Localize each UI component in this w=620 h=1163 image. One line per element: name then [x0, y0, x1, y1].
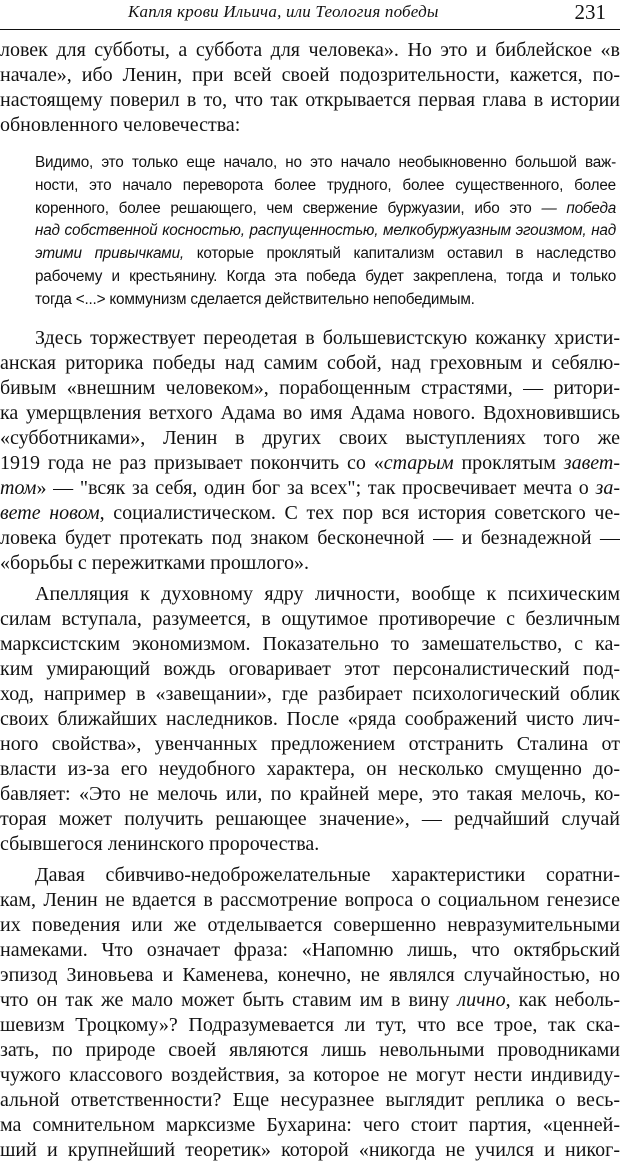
text-line: ловек для субботы, а суббота для человека». Но это и библейское «в [0, 39, 620, 61]
text-run: ности, это начало переворота более трудного, более существенного, более [35, 176, 616, 194]
text-run: проклятым [453, 451, 564, 474]
text-line [0, 938, 620, 963]
text-run: кам, Ленин не вдается в рассмотрение вопроса о социальном генезисе [0, 888, 620, 911]
text-line [0, 988, 620, 1013]
text-run: коренного, более решающего, чем свержение буржуазии, ибо это [35, 199, 542, 217]
text-run: , как неболь- [505, 988, 620, 1011]
italic-run: этими привычками, [35, 245, 184, 263]
text-line [0, 401, 620, 426]
text-run: рабочему и крестьянину. Когда эта победа будет закреплена, тогда и только [35, 267, 616, 285]
text-line [0, 1088, 620, 1113]
text-line [0, 888, 620, 913]
text-line [0, 913, 620, 938]
italic-run: завет- [563, 451, 620, 474]
text-line [0, 1113, 620, 1138]
text-line [0, 1038, 620, 1063]
text-run: анская риторика победы над самим собой, над греховным и себялю- [0, 351, 620, 374]
text-run: тогда <...> коммунизм сделается действительно непобедимым. [35, 290, 475, 308]
text-line [0, 376, 620, 401]
text-line [35, 243, 616, 266]
text-line [0, 426, 620, 451]
text-line [35, 289, 616, 312]
text-line: торая может получить решающее значение», — редчайший случай [0, 807, 620, 830]
block-quote [35, 152, 616, 312]
text-run: что он так же мало может быть ставим им в вину [0, 988, 458, 1011]
text-line: бавляет: «Это не мелочь или, по крайней мере, это такая мелочь, ко- [0, 782, 620, 805]
text-run: ма сомнительном марксизме Бухарина: чего стоит партия, «ценней- [0, 1113, 620, 1136]
text-run: 1919 года не раз призывает покончить со « [0, 451, 384, 474]
text-line: ким умирающий вождь оговаривает этот персоналистический под- [0, 657, 620, 680]
text-run: Видимо, это только еще начало, но это начало необыкновенно большой важ- [35, 154, 616, 171]
page-number: 231 [574, 0, 606, 24]
text-line: Апелляция к духовному ядру личности, вообще к психическим [35, 582, 620, 605]
text-line: сбывшегося ленинского пророчества. [0, 832, 320, 855]
text-line [35, 175, 616, 198]
text-line [0, 451, 620, 476]
italic-run: — победа [541, 199, 617, 217]
paragraph-1 [0, 38, 620, 138]
text-run: ший и крупнейший теоретик» которой «никогда не учился и никог- [0, 1138, 620, 1161]
italic-run: над собственной косностью, распущенностью, мелкобуржуазным эгоизмом, над [35, 222, 616, 240]
text-line [0, 1063, 620, 1088]
text-line [0, 863, 620, 888]
text-run: Давая сбивчиво-недоброжелательные характеристики соратни- [35, 863, 620, 886]
paragraph-4 [0, 863, 620, 1163]
text-run: которые проклятый капитализм оставил в наследство [183, 245, 616, 263]
text-line [35, 198, 616, 221]
paragraph-2 [0, 326, 620, 576]
text-line: начале», ибо Ленин, при всей своей подозрительности, кажется, по- [0, 64, 620, 86]
text-line [0, 476, 620, 501]
text-run: ловека будет протекать под знаком бесконечной — и безнадежной — [0, 526, 620, 549]
text-run: бивым «внешним человеком», порабощенным страстями, — ритори- [0, 376, 620, 399]
text-run: » — "всяк за себя, один бог за всех"; так просвечивает мечта о [36, 476, 596, 499]
page-body [0, 38, 620, 1163]
text-line [0, 326, 620, 351]
text-line [0, 1138, 620, 1163]
text-line: обновленного человечества: [0, 114, 241, 136]
running-title: Капля крови Ильича, или Теология победы [128, 2, 439, 21]
text-run: эпизод Зиновьева и Каменева, конечно, не являлся случайностью, но [0, 963, 620, 986]
text-line [0, 501, 620, 526]
paragraph-3 [0, 582, 620, 857]
text-run: , социалистическом. С тех пор вся история советского че- [99, 501, 620, 524]
text-line [0, 551, 620, 576]
text-line [35, 266, 616, 289]
text-line: своих ближайших наследников. После «ряда соображений чисто лич- [0, 707, 620, 730]
text-line: силам вступала, разумеется, в ощутимое противоречие с безличным [0, 607, 620, 630]
text-line [35, 152, 616, 175]
text-line: ход, например в «завещании», где разбирает психологический облик [0, 682, 620, 705]
text-run: «борьбы с пережитками прошлого». [0, 551, 309, 574]
text-line: ного свойства», увенчанных предложением отстранить Сталина от [0, 732, 620, 755]
text-run: намеками. Что означает фраза: «Напомню лишь, что октябрьский [0, 938, 620, 961]
italic-run: лично [457, 988, 506, 1011]
text-run: зать, по природе своей являются лишь невольными проводниками [0, 1038, 620, 1061]
italic-run: том [0, 476, 37, 499]
text-line: власти из-за его неудобного характера, он несколько смущенно до- [0, 757, 620, 780]
text-run: шевизм Троцкому»? Подразумевается ли тут, что все трое, так ска- [0, 1013, 620, 1036]
text-run: ка умерщвления ветхого Адама во имя Адама нового. Вдохновившись [0, 401, 620, 424]
italic-run: старым [383, 451, 454, 474]
text-run: их поведения или же отделывается совершенно невразумительными [0, 913, 620, 936]
text-line: настоящему поверил в то, что так открывается первая глава в истории [0, 89, 620, 111]
text-run: Здесь торжествует переодетая в большевистскую кожанку христи- [35, 326, 620, 349]
text-line [35, 220, 616, 243]
italic-run: вете новом [0, 501, 100, 524]
text-line [0, 526, 620, 551]
text-run: альной ответственности? Еще несуразнее выглядит реплика о весь- [0, 1088, 620, 1111]
page-header [0, 0, 620, 40]
header-rule [0, 29, 620, 30]
text-run: «субботниками», Ленин в других своих выступлениях того же [0, 426, 620, 449]
text-line: марксистским экономизмом. Показательно то замешательство, с ка- [0, 632, 620, 655]
text-run: чужого классового воздействия, за которое не могут нести индивиду- [0, 1063, 620, 1086]
text-line [0, 351, 620, 376]
italic-run: за- [595, 476, 620, 499]
text-line [0, 1013, 620, 1038]
text-line [0, 963, 620, 988]
